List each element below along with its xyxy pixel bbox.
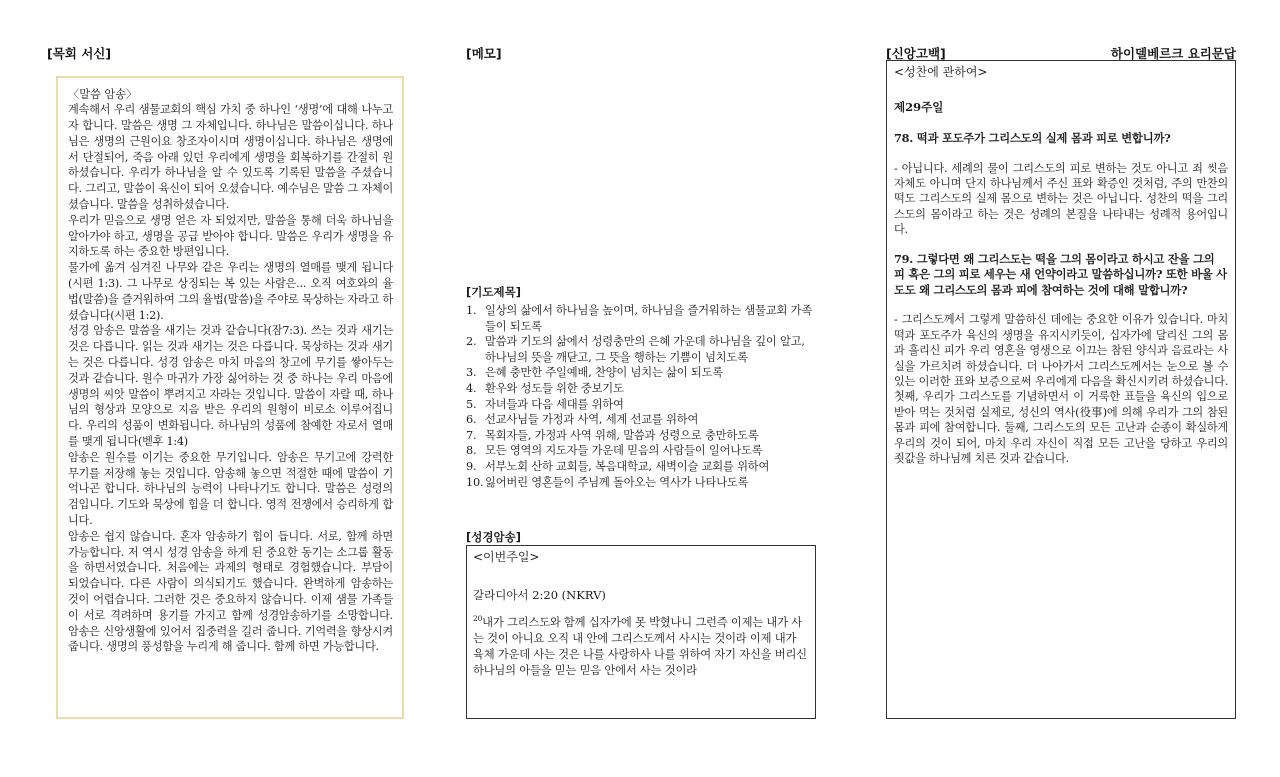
prayer-text: 선교사님들 가정과 사역, 세계 선교를 위하여: [485, 413, 699, 427]
prayer-number: 5.: [466, 397, 477, 411]
prayer-item: [466, 412, 816, 428]
verse-number: 20: [473, 614, 483, 624]
prayer-item: [466, 475, 816, 491]
prayer-text: 환우와 성도들 위한 중보기도: [485, 381, 624, 395]
prayer-number: 9.: [466, 459, 477, 473]
letter-title: 〈말씀 암송〉: [68, 88, 138, 101]
prayer-text: 목회자들, 가정과 사역 위해, 말씀과 성령으로 충만하도록: [485, 428, 759, 442]
prayer-number: 6.: [466, 413, 477, 427]
catechism-name: 하이델베르크 요리문답: [1110, 46, 1236, 61]
catechism-section-title: <성찬에 관하여>: [894, 65, 988, 79]
letter-column-header: [목회 서신]: [47, 46, 112, 61]
catechism-question-79: 79. 그렇다면 왜 그리스도는 떡을 그의 몸이라고 하시고 잔을 그의 피 혹은 그의 피로 세우는 새 언약이라고 말씀하십니까? 또한 바울 사도도 왜 그리스도의 몸과 피에 참여하는 것에 대해 말합니까?: [894, 251, 1227, 297]
prayer-text: 말씀과 기도의 삶에서 성령충만의 은혜 가운데 하나님을 깊이 알고, 하나님의 뜻을 깨닫고, 그 뜻을 행하는 기쁨이 넘치도록: [485, 335, 805, 364]
prayer-number: 4.: [466, 381, 477, 395]
memory-verse-text-block: [473, 615, 809, 679]
prayer-number: 2.: [466, 335, 477, 349]
prayer-item: [466, 397, 816, 413]
prayer-list: [466, 303, 816, 490]
catechism-answer-79: - 그리스도께서 그렇게 말씀하신 데에는 중요한 이유가 있습니다. 마치 떡과 포도주가 육신의 생명을 유지시키듯이, 십자가에 달리신 그의 몸과 흘리신 피가 우리 영혼을 영생으로 이끄는 참된 양식과 음료라는 사실을 가르치려 하셨습니다. 더 나아가서 그리스도께서는 눈으로 볼 수 있는 이러한 표와 보증으로써 우리에게 다음을 확신시키려 하셨습니다. 첫째, 우리가 그리스도를 기념하면서 이 거룩한 표들을 육신의 입으로 받아 먹는 것처럼 실제로, 성신의 역사(役事)에 의해 우리가 그의 참된 몸과 피에 참여합니다. 둘째, 그리스도의 모든 고난과 순종이 확실하게 우리의 것이 되어, 마치 우리 자신이 직접 모든 고난을 당하고 우리의 죗값을 하나님께 치른 것과 같습니다.: [894, 313, 1228, 466]
catechism-box: [886, 60, 1236, 719]
prayer-number: 1.: [466, 304, 477, 317]
catechism-question-78: 78. 떡과 포도주가 그리스도의 실제 몸과 피로 변합니까?: [894, 131, 1171, 145]
prayer-text: 은혜 충만한 주일예배, 찬양이 넘치는 삶이 되도록: [485, 366, 723, 380]
prayer-number: 10.: [466, 475, 484, 489]
letter-paragraph: 계속해서 우리 샘물교회의 핵심 가치 중 하나인 ‘생명’에 대해 나누고자 합니다. 말씀은 생명 그 자체입니다. 하나님은 말씀이십니다. 하나님은 생명의 근원이요 창조자이시며 생명이십니다. 하나님은 생명에서 단절되어, 죽음 아래 있던 우리에게 생명을 회복하기를 간절히 원하셨습니다. 우리가 하나님을 알 수 있도록 기록된 말씀을 주셨습니다. 그리고, 말씀이 육신이 되어 오셨습니다. 예수님은 말씀 그 자체이셨습니다. 말씀을 성취하셨습니다.: [68, 103, 393, 211]
prayer-heading: [기도제목]: [466, 285, 521, 299]
prayer-text: 서부노회 산하 교회들, 복음대학교, 새벽이슬 교회를 위하여: [485, 459, 770, 473]
creed-column-header: [신앙고백]: [886, 46, 946, 61]
letter-paragraph: 우리가 믿음으로 생명 얻은 자 되었지만, 말씀을 통해 더욱 하나님을 알아가야 하고, 생명을 공급 받아야 합니다. 말씀은 우리가 생명을 유지하도록 하는 중요한 방편입니다.: [68, 213, 393, 259]
prayer-text: 자녀들과 다음 세대를 위하여: [485, 397, 624, 411]
prayer-item: [466, 459, 816, 475]
letter-paragraph: 암송은 쉽지 않습니다. 혼자 암송하기 힘이 듭니다. 서로, 함께 하면 가능합니다. 저 역시 성경 암송을 하게 된 중요한 동기는 소그룹 활동을 하면서였습니다. 처음에는 과제의 형태로 경험했습니다. 부담이 되었습니다. 다른 사람이 의식되기도 했습니다. 완벽하게 암송하는 것이 어렵습니다. 그러한 것은 중요하지 않습니다. 이제 샘물 가족들이 서로 격려하며 용기를 가지고 함께 성경암송하기를 소망합니다. 암송은 신앙생활에 있어서 집중력을 길러 줍니다. 기억력을 향상시켜 줍니다. 생명의 풍성함을 누리게 해 줍니다. 함께 하면 가능합니다.: [68, 529, 393, 654]
prayer-text: 일상의 삶에서 하나님을 높이며, 하나님을 즐거워하는 샘물교회 가족들이 되도록: [485, 304, 813, 333]
prayer-number: 7.: [466, 428, 477, 442]
memory-verse-reference: 갈라디아서 2:20 (NKRV): [473, 588, 606, 602]
prayer-item: [466, 443, 816, 459]
memo-column-header: [메모]: [466, 46, 502, 61]
catechism-week: 제29주일: [894, 100, 944, 114]
prayer-number: 8.: [466, 444, 477, 458]
prayer-item: [466, 303, 816, 334]
prayer-text: 잃어버린 영혼들이 주님께 돌아오는 역사가 나타나도록: [485, 475, 749, 489]
prayer-section: [466, 284, 816, 490]
catechism-answer-78: - 아닙니다. 세례의 물이 그리스도의 피로 변하는 것도 아니고 죄 씻음 자체도 아니며 단지 하나님께서 주신 표와 확증인 것처럼, 주의 만찬의 떡도 그리스도의 실제 몸으로 변하는 것은 아닙니다. 성찬의 떡을 그리스도의 몸이라고 하는 것은 성례의 본질을 나타내는 성례적 용어입니다.: [894, 161, 1228, 237]
prayer-item: [466, 334, 816, 365]
memory-verse-text: 내가 그리스도와 함께 십자가에 못 박혔나니 그런즉 이제는 내가 사는 것이 아니요 오직 내 안에 그리스도께서 사시는 것이라 이제 내가 육체 가운데 사는 것은 나를 사랑하사 나를 위하여 자기 자신을 버리신 하나님의 아들을 믿는 믿음 안에서 사는 것이라: [473, 616, 807, 677]
memory-verse-title: <이번주일>: [473, 550, 540, 564]
letter-paragraph: 물가에 옮겨 심겨진 나무와 같은 우리는 생명의 열매를 맺게 됩니다(시편 1:3). 그 나무로 상징되는 복 있는 사람은... 오직 여호와의 율법(말씀)을 즐거워하여 그의 율법(말씀)을 주야로 묵상하는 자라고 하셨습니다(시편 1:2).: [68, 261, 393, 322]
prayer-text: 모든 영역의 지도자들 가운데 믿음의 사람들이 일어나도록: [485, 444, 763, 458]
letter-paragraph: 암송은 원수를 이기는 중요한 무기입니다. 암송은 무기고에 강력한 무기를 저장해 놓는 것입니다. 암송해 놓으면 적절한 때에 말씀이 기억나곤 합니다. 하나님의 능력이 나타나기도 합니다. 말씀은 성령의 검입니다. 기도와 묵상에 힘을 더 합니다. 영적 전쟁에서 승리하게 합니다.: [68, 450, 393, 527]
memory-verse-heading: [성경암송]: [466, 530, 521, 544]
prayer-item: [466, 381, 816, 397]
prayer-item: [466, 428, 816, 444]
prayer-item: [466, 365, 816, 381]
letter-paragraph: 성경 암송은 말씀을 새기는 것과 같습니다(잠7:3). 쓰는 것과 새기는 것은 다릅니다. 읽는 것과 새기는 것은 다릅니다. 묵상하는 것과 새기는 것은 다릅니다. 성경 암송은 마치 마음의 창고에 무기를 쌓아두는 것과 같습니다. 원수 마귀가 가장 싫어하는 것 중 하나는 우리 마음에 생명의 씨앗 말씀이 뿌려지고 자라는 것입니다. 말씀이 자랄 때, 하나님의 형상과 모양으로 지음 받은 우리의 원형이 비로소 이루어집니다. 우리의 성품이 변화됩니다. 하나님의 성품에 참예한 자로서 열매를 맺게 됩니다(벧후 1:4): [68, 324, 393, 448]
memory-verse-box: [466, 545, 816, 719]
prayer-number: 3.: [466, 366, 477, 380]
pastoral-letter-box: [56, 76, 404, 719]
